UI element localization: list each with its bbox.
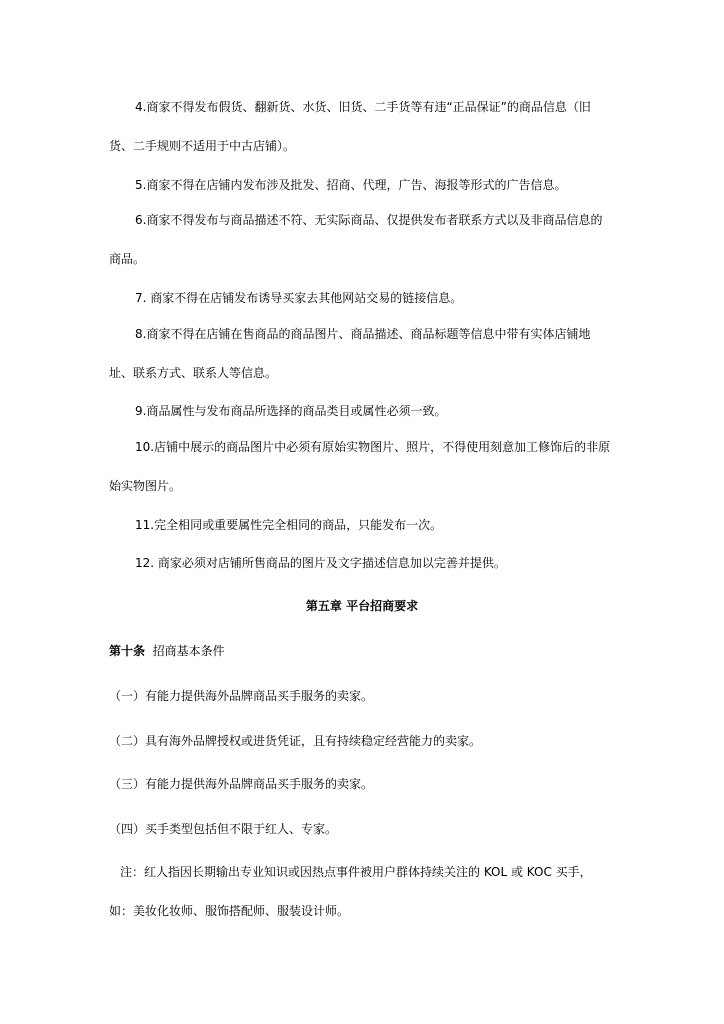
note-line-1: 注：红人指因长期输出专业知识或因热点事件被用户群体持续关注的 KOL 或 KOC 买手， <box>120 865 592 879</box>
article-label: 第十条 <box>109 644 146 658</box>
rule-item-4-line-2: 货、二手规则不适用于中古店铺）。 <box>109 139 296 153</box>
rule-item-5: 5.商家不得在店铺内发布涉及批发、招商、代理，广告、海报等形式的广告信息。 <box>135 178 567 192</box>
condition-2: （二）具有海外品牌授权或进货凭证，且有持续稳定经营能力的卖家。 <box>109 734 482 748</box>
condition-1: （一）有能力提供海外品牌商品买手服务的卖家。 <box>109 689 374 703</box>
rule-item-4-line-1: 4.商家不得发布假货、翻新货、水货、旧货、二手货等有违“正品保证”的商品信息（旧 <box>135 100 591 114</box>
condition-3: （三）有能力提供海外品牌商品买手服务的卖家。 <box>109 777 374 791</box>
rule-item-11: 11.完全相同或重要属性完全相同的商品，只能发布一次。 <box>135 518 443 532</box>
article-heading <box>109 643 225 659</box>
rule-item-8-line-1: 8.商家不得在店铺在售商品的商品图片、商品描述、商品标题等信息中带有实体店铺地 <box>135 327 591 341</box>
rule-item-10-line-1: 10.店铺中展示的商品图片中必须有原始实物图片、照片，不得使用刻意加工修饰后的非原 <box>135 440 611 454</box>
rule-item-6-line-1: 6.商家不得发布与商品描述不符、无实际商品、仅提供发布者联系方式以及非商品信息的 <box>135 213 603 227</box>
rule-item-6-line-2: 商品。 <box>109 252 146 266</box>
rule-item-8-line-2: 址、联系方式、联系人等信息。 <box>109 366 278 380</box>
condition-4: （四）买手类型包括但不限于红人、专家。 <box>109 822 338 836</box>
note-line-2: 如：美妆化妆师、服饰搭配师、服装设计师。 <box>109 904 350 918</box>
article-title: 招商基本条件 <box>152 644 225 658</box>
rule-item-9: 9.商品属性与发布商品所选择的商品类目或属性必须一致。 <box>135 404 447 418</box>
rule-item-7: 7. 商家不得在店铺发布诱导买家去其他网站交易的链接信息。 <box>135 291 463 305</box>
chapter-title: 第五章 平台招商要求 <box>305 599 419 613</box>
rule-item-12: 12. 商家必须对店铺所售商品的图片及文字描述信息加以完善并提供。 <box>135 556 506 570</box>
rule-item-10-line-2: 始实物图片。 <box>109 479 182 493</box>
